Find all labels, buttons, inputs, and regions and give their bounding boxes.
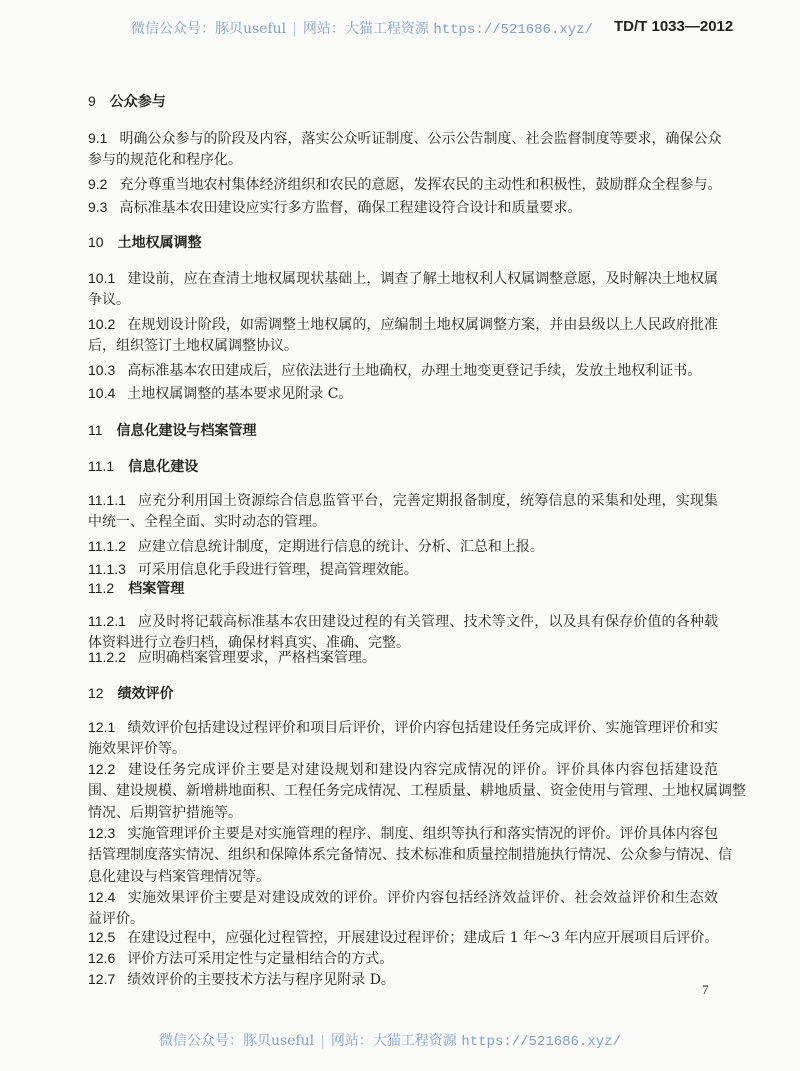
paragraph-line bbox=[88, 196, 718, 218]
section-title: 土地权属调整 bbox=[117, 235, 202, 251]
paragraph-line bbox=[88, 313, 718, 335]
clause-paragraph bbox=[88, 127, 722, 171]
watermark-site: 网站：大猫工程资源 bbox=[302, 21, 429, 37]
paragraph-line: 体资料进行立卷归档，确保材料真实、准确、完整。 bbox=[88, 635, 410, 651]
clause-paragraph bbox=[88, 535, 718, 557]
clause-number: 10.2 bbox=[88, 316, 116, 332]
paragraph-line bbox=[88, 359, 718, 381]
section-title: 档案管理 bbox=[128, 581, 185, 597]
line-text: 可采用信息化手段进行管理，提高管理效能。 bbox=[137, 562, 418, 578]
watermark-wechat: 微信公众号：豚贝useful bbox=[131, 21, 287, 37]
clause-paragraph bbox=[88, 968, 718, 990]
watermark-bottom bbox=[0, 1030, 790, 1050]
section-title: 公众参与 bbox=[109, 94, 166, 110]
clause-number: 12.3 bbox=[88, 825, 116, 841]
section-heading bbox=[88, 419, 718, 441]
clause-number: 11.1.3 bbox=[88, 561, 126, 577]
paragraph-line bbox=[88, 926, 718, 948]
clause-paragraph bbox=[88, 646, 718, 668]
line-text: 应建立信息统计制度，定期进行信息的统计、分析、汇总和上报。 bbox=[137, 539, 544, 555]
paragraph-line bbox=[88, 535, 718, 557]
paragraph-line: 益评价。 bbox=[88, 911, 144, 927]
line-text: 在规划设计阶段，如需调整土地权属的，应编制土地权属调整方案，并由县级以上人民政府批准 bbox=[127, 317, 718, 333]
paragraph-line: 施效果评价等。 bbox=[88, 741, 186, 757]
paragraph-line: 括管理制度落实情况、组织和保障体系完备情况、技术标准和质量控制措施执行情况、公众参与情况、信 bbox=[88, 847, 732, 863]
clause-number: 12.5 bbox=[88, 929, 116, 945]
watermark-separator: | bbox=[320, 1033, 325, 1049]
section-title: 信息化建设 bbox=[128, 459, 199, 475]
clause-number: 11.1.2 bbox=[88, 538, 126, 554]
section-number: 12 bbox=[88, 685, 104, 701]
clause-number: 12.4 bbox=[88, 889, 116, 905]
paragraph-line: 中统一、全程全面、实时动态的管理。 bbox=[88, 514, 326, 530]
paragraph-line bbox=[88, 173, 722, 195]
clause-number: 10.3 bbox=[88, 362, 116, 378]
line-text: 实施管理评价主要是对实施管理的程序、制度、组织等执行和落实情况的评价。评价具体内容包 bbox=[127, 826, 718, 842]
paragraph-line bbox=[88, 382, 718, 404]
section-heading bbox=[88, 682, 718, 704]
clause-paragraph bbox=[88, 886, 718, 930]
clause-paragraph bbox=[88, 382, 718, 404]
clause-paragraph bbox=[88, 489, 718, 533]
section-heading bbox=[88, 455, 718, 477]
watermark-url[interactable]: https://521686.xyz/ bbox=[433, 22, 593, 38]
paragraph-line bbox=[88, 610, 718, 632]
line-text: 明确公众参与的阶段及内容，落实公众听证制度、公示公告制度、社会监督制度等要求，确保公众 bbox=[119, 131, 722, 147]
paragraph-line: 后，组织签订土地权属调整协议。 bbox=[88, 338, 298, 354]
paragraph-line: 情况、后期管护措施等。 bbox=[88, 805, 242, 821]
paragraph-line: 参与的规范化和程序化。 bbox=[88, 152, 242, 168]
clause-paragraph bbox=[88, 359, 718, 381]
clause-number: 11.1.1 bbox=[88, 492, 126, 508]
section-heading bbox=[88, 577, 718, 599]
section-heading bbox=[88, 90, 718, 112]
paragraph-line bbox=[88, 758, 718, 780]
section-number: 11.2 bbox=[88, 580, 115, 596]
clause-paragraph bbox=[88, 173, 722, 195]
line-text: 绩效评价的主要技术方法与程序见附录 D。 bbox=[127, 972, 395, 988]
clause-number: 10.4 bbox=[88, 385, 116, 401]
clause-number: 12.2 bbox=[88, 761, 116, 777]
line-text: 评价方法可采用定性与定量相结合的方式。 bbox=[127, 951, 394, 967]
section-heading bbox=[88, 231, 718, 253]
page-number: 7 bbox=[702, 982, 709, 997]
clause-paragraph bbox=[88, 716, 718, 760]
paragraph-line bbox=[88, 886, 718, 908]
section-title: 绩效评价 bbox=[117, 686, 174, 702]
line-text: 建设前，应在查清土地权属现状基础上，调查了解土地权利人权属调整意愿，及时解决土地权属 bbox=[127, 271, 718, 287]
clause-paragraph bbox=[88, 196, 718, 218]
line-text: 应充分利用国土资源综合信息监管平台，完善定期报备制度，统筹信息的采集和处理，实现集 bbox=[137, 493, 718, 509]
clause-paragraph bbox=[88, 758, 746, 824]
paragraph-line: 息化建设与档案管理情况等。 bbox=[88, 869, 270, 885]
paragraph-line: 争议。 bbox=[88, 292, 130, 308]
clause-number: 12.1 bbox=[88, 719, 116, 735]
paragraph-line bbox=[88, 716, 718, 738]
clause-number: 12.6 bbox=[88, 950, 116, 966]
clause-number: 10.1 bbox=[88, 270, 116, 286]
paragraph-line bbox=[88, 267, 718, 289]
line-text: 在建设过程中，应强化过程管控，开展建设过程评价；建成后 1 年～3 年内应开展项目后评价。 bbox=[127, 930, 719, 946]
paragraph-line: 围、建设规模、新增耕地面积、工程任务完成情况、工程质量、耕地质量、资金使用与管理、土地权属调整 bbox=[88, 783, 746, 799]
clause-number: 11.2.2 bbox=[88, 649, 126, 665]
line-text: 建设任务完成评价主要是对建设规划和建设内容完成情况的评价。评价具体内容包括建设范 bbox=[127, 762, 718, 778]
clause-number: 11.2.1 bbox=[88, 613, 126, 629]
line-text: 应明确档案管理要求，严格档案管理。 bbox=[137, 650, 376, 666]
clause-number: 9.3 bbox=[88, 199, 108, 215]
section-title: 信息化建设与档案管理 bbox=[116, 423, 257, 439]
section-number: 11 bbox=[88, 422, 103, 438]
clause-number: 9.2 bbox=[88, 176, 108, 192]
line-text: 高标准基本农田建成后，应依法进行土地确权，办理土地变更登记手续，发放土地权利证书。 bbox=[127, 363, 702, 379]
paragraph-line bbox=[88, 947, 718, 969]
paragraph-line bbox=[88, 127, 722, 149]
line-text: 充分尊重当地农村集体经济组织和农民的意愿，发挥农民的主动性和积极性，鼓励群众全程参与。 bbox=[119, 177, 722, 193]
watermark-wechat: 微信公众号：豚贝useful bbox=[159, 1033, 315, 1049]
section-number: 9 bbox=[88, 93, 96, 109]
clause-paragraph bbox=[88, 313, 718, 357]
watermark-separator: | bbox=[292, 21, 297, 37]
line-text: 高标准基本农田建设应实行多方监督，确保工程建设符合设计和质量要求。 bbox=[119, 200, 582, 216]
clause-paragraph bbox=[88, 926, 718, 948]
clause-paragraph bbox=[88, 947, 718, 969]
watermark-url[interactable]: https://521686.xyz/ bbox=[461, 1034, 621, 1050]
line-text: 应及时将记载高标准基本农田建设过程的有关管理、技术等文件，以及具有保存价值的各种载 bbox=[137, 614, 718, 630]
clause-number: 12.7 bbox=[88, 971, 116, 987]
paragraph-line bbox=[88, 968, 718, 990]
line-text: 绩效评价包括建设过程评价和项目后评价，评价内容包括建设任务完成评价、实施管理评价和实 bbox=[127, 720, 718, 736]
section-number: 10 bbox=[88, 234, 104, 250]
standard-code: TD/T 1033—2012 bbox=[614, 18, 734, 35]
clause-number: 9.1 bbox=[88, 130, 108, 146]
clause-paragraph bbox=[88, 267, 718, 311]
section-number: 11.1 bbox=[88, 458, 115, 474]
line-text: 土地权属调整的基本要求见附录 C。 bbox=[127, 386, 353, 402]
clause-paragraph bbox=[88, 822, 732, 888]
paragraph-line bbox=[88, 822, 718, 844]
paragraph-line bbox=[88, 646, 718, 668]
watermark-site: 网站：大猫工程资源 bbox=[330, 1033, 457, 1049]
paragraph-line bbox=[88, 489, 718, 511]
line-text: 实施效果评价主要是对建设成效的评价。评价内容包括经济效益评价、社会效益评价和生态效 bbox=[127, 890, 718, 906]
